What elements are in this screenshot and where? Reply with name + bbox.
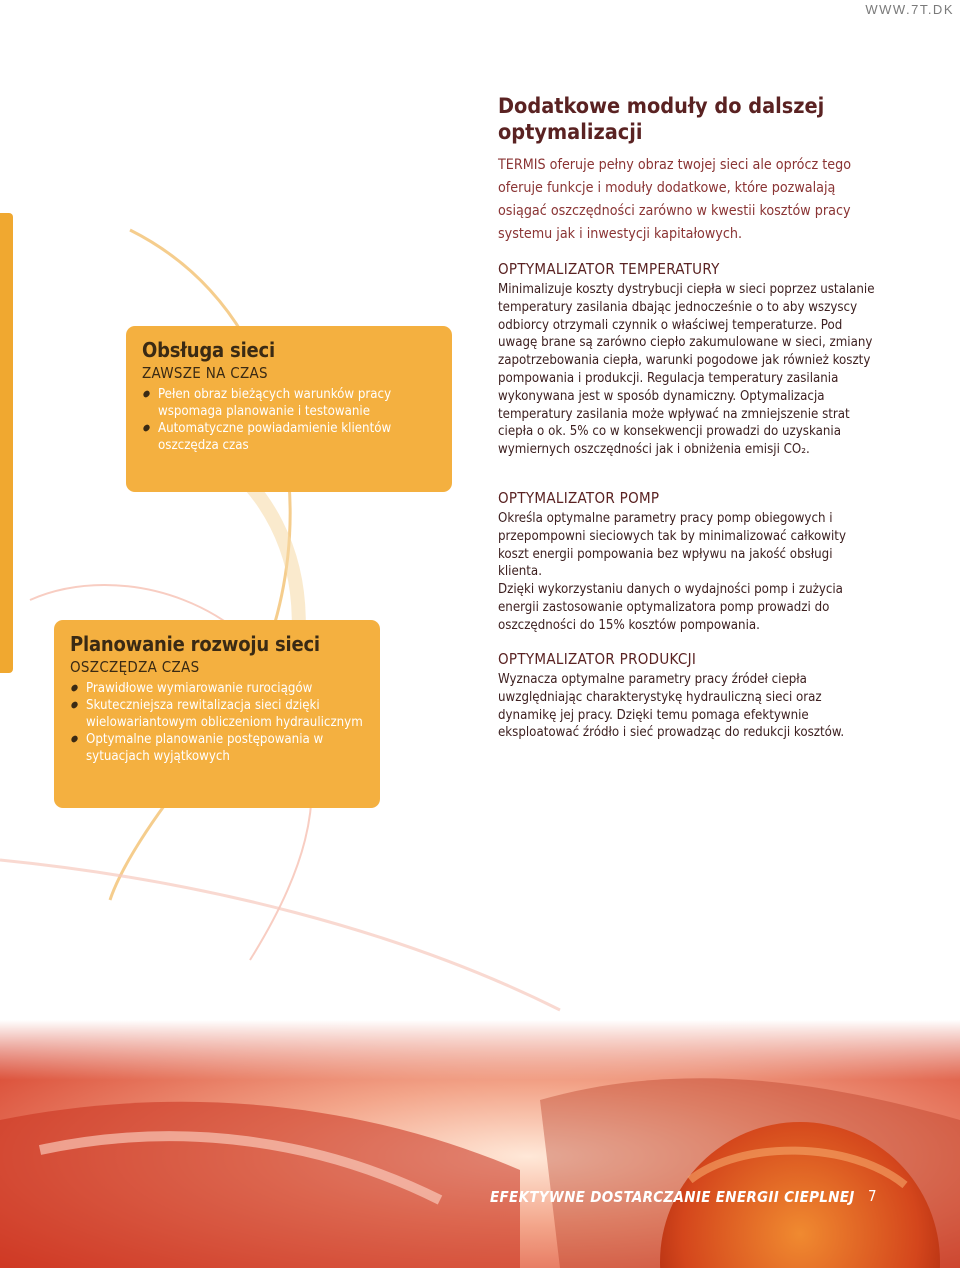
- box-list: [70, 680, 364, 765]
- intro-paragraph: TERMIS oferuje pełny obraz twojej sieci ale oprócz tego oferuje funkcje i moduły dodatkowe, które pozwalają osiągać oszczędności zarówno w kwestii kosztów pracy systemu jak i inwestycji kapitałowych.: [498, 157, 851, 242]
- box-title: Obsługa sieci: [142, 338, 275, 362]
- list-item: Prawidłowe wymiarowanie rurociągów: [70, 680, 364, 697]
- section-body: [498, 281, 878, 459]
- section-paragraph: Minimalizuje koszty dystrybucji ciepła w sieci poprzez ustalanie temperatury zasilania dbając jednocześnie o to aby wszyscy odbiorcy otrzymali czynnik o właściwej temperaturze. Pod uwagę brane są zarówno ciepło zakumulowane w sieci, zmiany zapotrzebowania ciepła, warunki pogodowe jak również koszty pompowania i produkcji. Regulacja temperatury zasilania wykonywana jest w sposób dynamiczny. Optymalizacja temperatury zasilania może wpływać na zmniejszenie strat ciepła o ok. 5% co w konsekwencji prowadzi do uzyskania wymiernych oszczędności jak i obniżenia emisji CO₂.: [498, 282, 875, 458]
- section-body: [498, 510, 878, 635]
- section-title: OPTYMALIZATOR TEMPERATURY: [498, 260, 720, 278]
- section-title: OPTYMALIZATOR POMP: [498, 489, 660, 507]
- list-item: Optymalne planowanie postępowania w sytuacjach wyjątkowych: [70, 731, 364, 765]
- section-paragraph: Określa optymalne parametry pracy pomp obiegowych i przepompowni sieciowych tak by minimalizować całkowity koszt energii pompowania bez wpływu na jakość obsługi klienta.: [498, 511, 846, 580]
- box-title: Planowanie rozwoju sieci: [70, 632, 320, 656]
- bullet-icon: [70, 735, 79, 743]
- decorative-arc: [0, 860, 560, 1010]
- bullet-icon: [142, 424, 151, 432]
- box-subtitle: ZAWSZE NA CZAS: [142, 364, 268, 382]
- footer-title: EFEKTYWNE DOSTARCZANIE ENERGII CIEPLNEJ: [490, 1188, 855, 1206]
- section-body: [498, 671, 878, 742]
- list-item: Automatyczne powiadamienie klientów oszczędza czas: [142, 420, 436, 454]
- box-subtitle: OSZCZĘDZA CZAS: [70, 658, 200, 676]
- bullet-icon: [70, 684, 79, 692]
- section-paragraph: Dzięki wykorzystaniu danych o wydajności pomp i zużycia energii zastosowanie optymalizatora pomp prowadzi do oszczędności do 15% kosztów pompowania.: [498, 582, 843, 633]
- site-url[interactable]: WWW.7T.DK: [865, 2, 954, 17]
- section-pump-optimizer: [498, 488, 878, 635]
- orange-side-tab: [0, 213, 13, 673]
- page-number: 7: [868, 1187, 877, 1205]
- section-temperature-optimizer: [498, 259, 878, 459]
- section-production-optimizer: [498, 649, 878, 742]
- bullet-icon: [70, 701, 79, 709]
- box-list: [142, 386, 436, 454]
- box-network-operation: [126, 326, 452, 492]
- section-title: OPTYMALIZATOR PRODUKCJI: [498, 650, 697, 668]
- box-network-planning: [54, 620, 380, 808]
- section-paragraph: Wyznacza optymalne parametry pracy źródeł ciepła uwzględniając charakterystykę hydrauliczną sieci oraz dynamikę jej pracy. Dzięki temu pomaga efektywnie eksploatować źródło i sieć prowadząc do redukcji kosztów.: [498, 672, 845, 741]
- list-item: Skuteczniejsza rewitalizacja sieci dzięki wielowariantowym obliczeniom hydraulicznym: [70, 697, 364, 731]
- list-item: Pełen obraz bieżących warunków pracy wspomaga planowanie i testowanie: [142, 386, 436, 420]
- page-heading: Dodatkowe moduły do dalszej optymalizacji: [498, 94, 825, 145]
- bullet-icon: [142, 390, 151, 398]
